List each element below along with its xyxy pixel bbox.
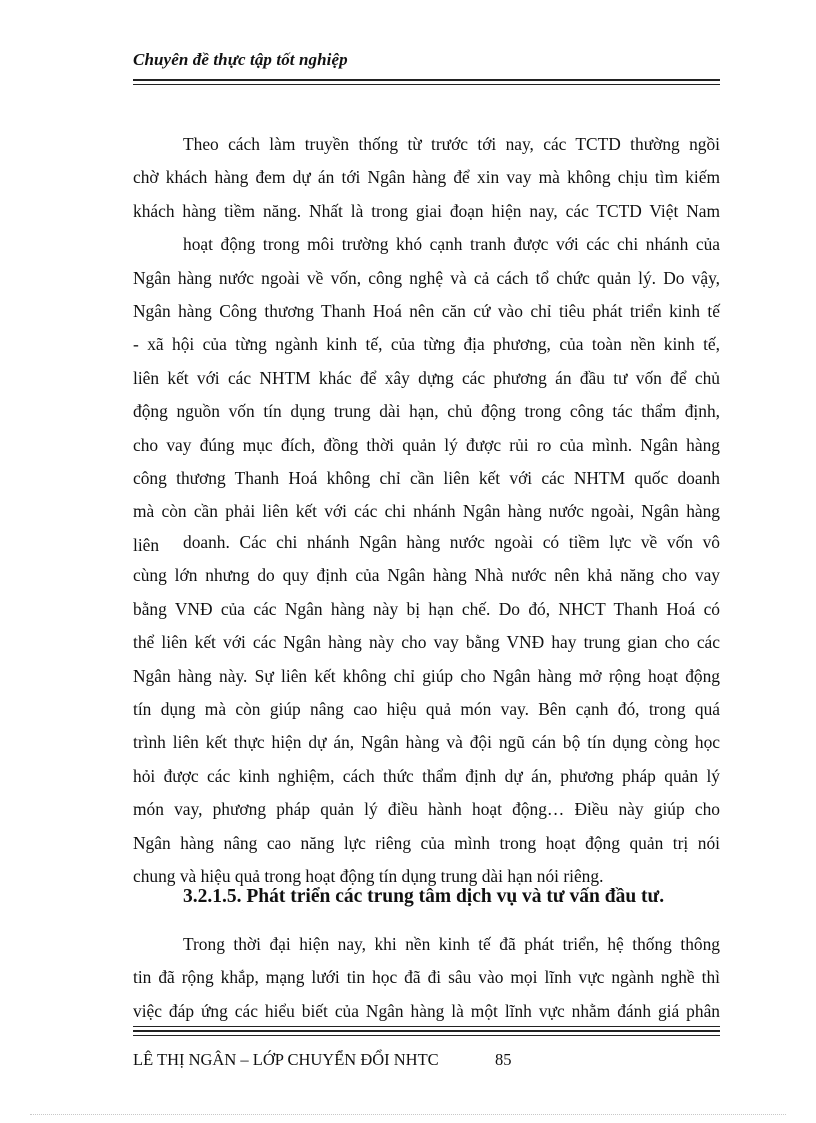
text-line: cùng lớn nhưng do quy định của Ngân hàng Nhà nước nên khả năng cho vay <box>133 565 720 586</box>
page-edge-divider <box>30 1114 786 1115</box>
paragraph-1 <box>133 128 720 562</box>
text-line: liên kết với các NHTM khác để xây dựng các phương án đầu tư vốn để chủ <box>133 367 720 388</box>
text-line: hoạt động trong môi trường khó cạnh tranh được với các chi nhánh của <box>183 234 720 255</box>
footer-rule-top <box>133 1026 720 1027</box>
paragraph-3 <box>133 928 720 1028</box>
text-line: bằng VNĐ của các Ngân hàng này bị hạn chế. Do đó, NHCT Thanh Hoá có <box>133 598 720 619</box>
text-line: việc đáp ứng các hiểu biết của Ngân hàng là một lĩnh vực nhằm đánh giá phân <box>133 1000 720 1021</box>
header-title: Chuyên đề thực tập tốt nghiệp <box>133 50 348 69</box>
text-line: tín dụng mà còn giúp nâng cao hiệu quả món vay. Bên cạnh đó, trong quá <box>133 699 720 720</box>
text-line: tin đã rộng khắp, mạng lưới tin học đã đi sâu vào mọi lĩnh vực ngành nghề thì <box>133 967 720 988</box>
text-line: công thương Thanh Hoá không chỉ cần liên kết với các NHTM quốc doanh <box>133 468 720 489</box>
text-line: Ngân hàng Công thương Thanh Hoá nên căn cứ vào chỉ tiêu phát triển kinh tế <box>133 301 720 322</box>
footer-author: LÊ THỊ NGÂN – LỚP CHUYỂN ĐỔI NHTC <box>133 1050 439 1069</box>
page-number: 85 <box>495 1050 512 1069</box>
text-line: mà còn cần phải liên kết với các chi nhánh Ngân hàng nước ngoài, Ngân hàng <box>133 501 720 522</box>
text-line: Ngân hàng nước ngoài về vốn, công nghệ và cả cách tổ chức quản lý. Do vậy, <box>133 267 720 288</box>
text-line: chờ khách hàng đem dự án tới Ngân hàng để xin vay mà không chịu tìm kiếm <box>133 167 720 188</box>
text-line: món vay, phương pháp quản lý điều hành hoạt động… Điều này giúp cho <box>133 799 720 820</box>
text-line: liên <box>133 534 160 555</box>
text-line: động nguồn vốn tín dụng trung dài hạn, chủ động trong công tác thẩm định, <box>133 401 720 422</box>
paragraph-2 <box>133 526 720 893</box>
text-line: trình liên kết thực hiện dự án, Ngân hàng và đội ngũ cán bộ tín dụng còng học <box>133 732 720 753</box>
text-line: Ngân hàng này. Sự liên kết không chỉ giúp cho Ngân hàng mở rộng hoạt động <box>133 665 720 686</box>
text-line: cho vay đúng mục đích, đồng thời quản lý được rủi ro của mình. Ngân hàng <box>133 434 720 455</box>
text-line: hỏi được các kinh nghiệm, cách thức thẩm định dự án, phương pháp quản lý <box>133 765 720 786</box>
text-line: doanh. Các chi nhánh Ngân hàng nước ngoài có tiềm lực về vốn vô <box>183 532 720 552</box>
text-line: Theo cách làm truyền thống từ trước tới nay, các TCTD thường ngồi <box>183 134 720 154</box>
footer-rule-bottom <box>133 1035 720 1036</box>
footer-rule-middle <box>133 1030 720 1032</box>
text-line: Trong thời đại hiện nay, khi nền kinh tế đã phát triển, hệ thống thông <box>183 934 720 954</box>
header-rule-thin <box>133 84 720 85</box>
text-line: - xã hội của từng ngành kinh tế, của từng địa phương, của toàn nền kinh tế, <box>133 334 720 355</box>
section-heading: 3.2.1.5. Phát triển các trung tâm dịch vụ và tư vấn đầu tư. <box>183 886 665 907</box>
text-line: khách hàng tiềm năng. Nhất là trong giai đoạn hiện nay, các TCTD Việt Nam <box>133 200 720 221</box>
header-rule <box>133 79 720 81</box>
text-line: thể liên kết với các Ngân hàng này cho vay bằng VNĐ hay trung gian cho các <box>133 632 720 653</box>
text-line: Ngân hàng nâng cao năng lực riêng của mình trong hoạt động quản trị nói <box>133 832 720 853</box>
text-line: chung và hiệu quả trong hoạt động tín dụng trung dài hạn nói riêng. <box>133 866 604 887</box>
